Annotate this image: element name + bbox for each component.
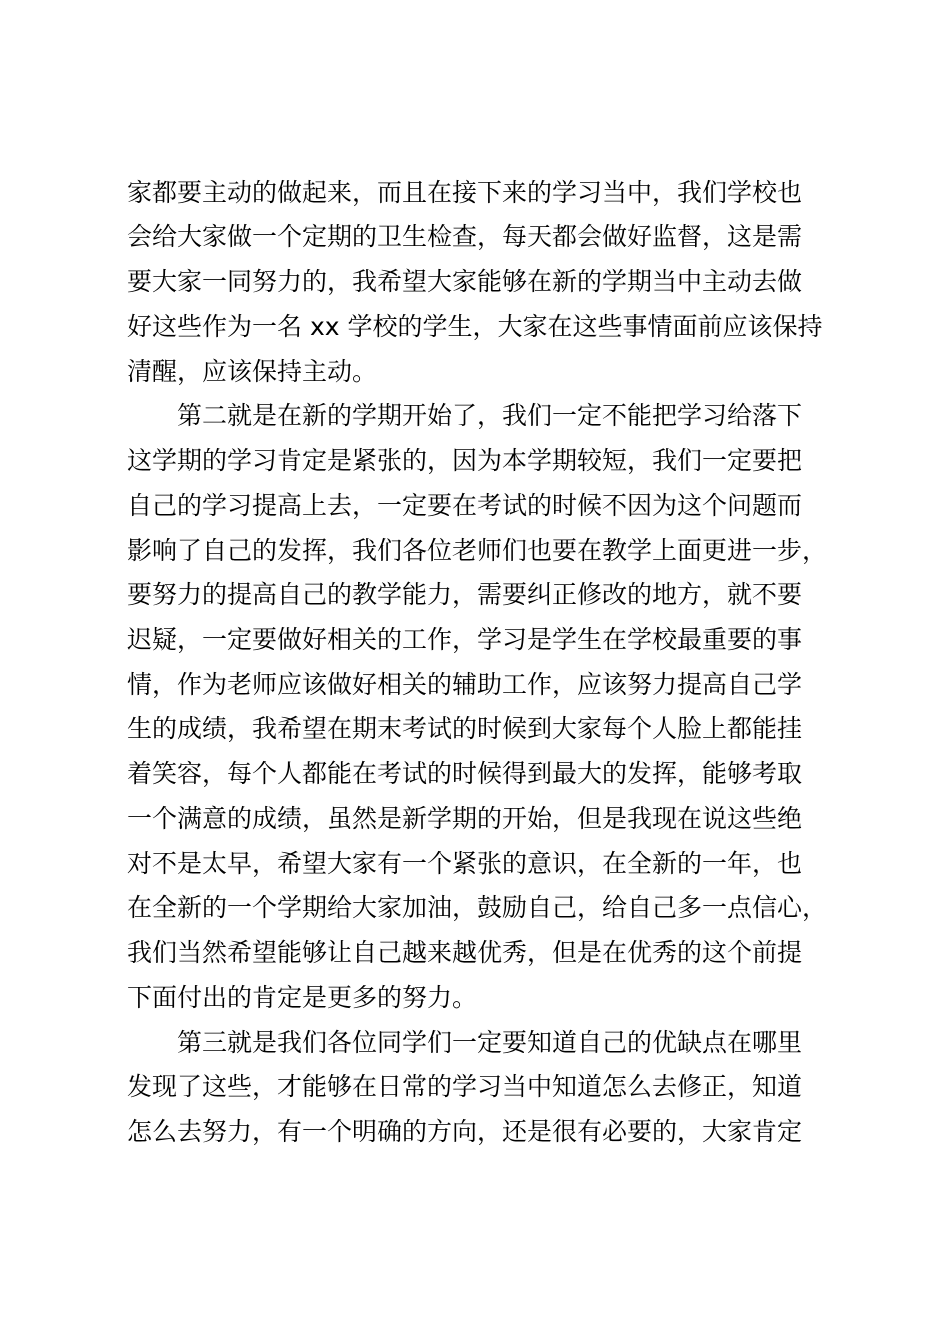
paragraph-first-line: 第二就是在新的学期开始了，我们一定不能把学习给落下 <box>177 401 803 430</box>
text-line: 清醒，应该保持主动。 <box>127 357 378 386</box>
text-line: 会给大家做一个定期的卫生检查，每天都会做好监督，这是需 <box>127 222 803 251</box>
text-line: 着笑容，每个人都能在考试的时候得到最大的发挥，能够考取 <box>127 759 803 788</box>
text-line: 情，作为老师应该做好相关的辅助工作，应该努力提高自己学 <box>127 670 803 699</box>
text-line: 要努力的提高自己的教学能力，需要纠正修改的地方，就不要 <box>127 580 803 609</box>
text-line: 这学期的学习肯定是紧张的，因为本学期较短，我们一定要把 <box>127 446 803 475</box>
text-line: 我们当然希望能够让自己越来越优秀，但是在优秀的这个前提 <box>127 938 803 967</box>
text-line: 对不是太早，希望大家有一个紧张的意识，在全新的一年，也 <box>127 849 803 878</box>
text-line: 发现了这些，才能够在日常的学习当中知道怎么去修正，知道 <box>127 1072 803 1101</box>
text-line: 一个满意的成绩，虽然是新学期的开始，但是我现在说这些绝 <box>127 804 803 833</box>
paragraph-first-line: 第三就是我们各位同学们一定要知道自己的优缺点在哪里 <box>177 1028 803 1057</box>
text-line: 好这些作为一名 xx 学校的学生，大家在这些事情面前应该保持 <box>127 312 823 341</box>
text-line: 家都要主动的做起来，而且在接下来的学习当中，我们学校也 <box>127 178 803 207</box>
text-line: 在全新的一个学期给大家加油，鼓励自己，给自己多一点信心， <box>127 893 828 922</box>
text-line: 迟疑，一定要做好相关的工作，学习是学生在学校最重要的事 <box>127 625 803 654</box>
text-line: 怎么去努力，有一个明确的方向，还是很有必要的，大家肯定 <box>127 1117 803 1146</box>
text-line: 下面付出的肯定是更多的努力。 <box>127 983 478 1012</box>
text-line: 自己的学习提高上去，一定要在考试的时候不因为这个问题而 <box>127 491 803 520</box>
text-line: 要大家一同努力的，我希望大家能够在新的学期当中主动去做 <box>127 267 803 296</box>
text-line: 生的成绩，我希望在期末考试的时候到大家每个人脸上都能挂 <box>127 714 803 743</box>
text-line: 影响了自己的发挥，我们各位老师们也要在教学上面更进一步， <box>127 536 828 565</box>
